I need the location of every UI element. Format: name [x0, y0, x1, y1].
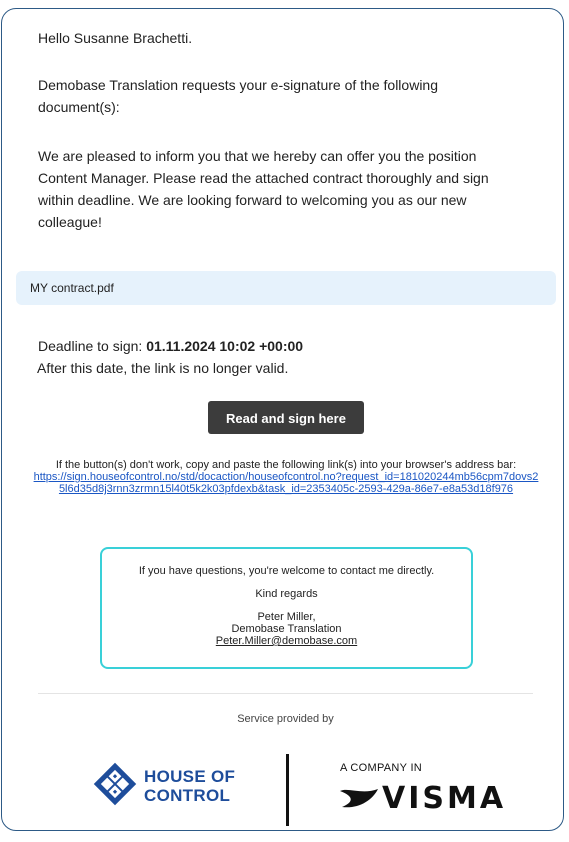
- house-of-control-logo-icon: [92, 761, 138, 807]
- hoc-line2: CONTROL: [144, 786, 231, 805]
- greeting: Hello Susanne Brachetti.: [38, 30, 193, 46]
- visma-logo-text: VISMA: [382, 781, 507, 816]
- company-in-label: A COMPANY IN: [340, 762, 423, 774]
- footer-divider: [38, 693, 533, 694]
- house-of-control-logo-text: [144, 767, 235, 805]
- read-and-sign-button[interactable]: Read and sign here: [208, 401, 364, 434]
- logo-separator: [286, 754, 289, 826]
- request-text: Demobase Translation requests your e-signature of the following document(s):: [38, 77, 438, 115]
- signing-link[interactable]: https://sign.houseofcontrol.no/std/docaction/houseofcontrol.no?request_id=181020244mb56cpm7dovs25l6d35d8j3rnn3zrmn15l40t5k2k03pfdexb&task_id=2353405c-2593-429a-86e7-e8a53d18f976: [33, 471, 539, 495]
- email-card: [1, 8, 564, 831]
- sender-email-link[interactable]: Peter.Miller@demobase.com: [215, 635, 358, 647]
- message-body: We are pleased to inform you that we hereby can offer you the position Content Manager. Please read the attached contract thoroughly and sign within deadline. We are looking forward to welcoming you as our new colleague!: [38, 148, 489, 230]
- visma-swoosh-icon: [338, 783, 380, 813]
- service-provided-by: Service provided by: [237, 713, 334, 725]
- contact-question: If you have questions, you're welcome to contact me directly.: [138, 565, 435, 577]
- deadline: [38, 335, 303, 357]
- deadline-label: Deadline to sign:: [38, 338, 147, 354]
- kind-regards: Kind regards: [255, 588, 318, 600]
- sender-company: Demobase Translation: [231, 623, 342, 635]
- fallback-links: [32, 459, 540, 495]
- contact-box: [100, 547, 473, 669]
- deadline-note: After this date, the link is no longer valid.: [37, 360, 289, 376]
- attachment-item[interactable]: [16, 271, 556, 305]
- sender-name: Peter Miller,: [257, 611, 316, 623]
- signature-block: [102, 611, 471, 647]
- hoc-line1: HOUSE OF: [144, 767, 236, 786]
- deadline-value: 01.11.2024 10:02 +00:00: [146, 338, 304, 354]
- attachment-filename: MY contract.pdf: [30, 281, 114, 295]
- fallback-instructions: If the button(s) don't work, copy and paste the following link(s) into your browser's address bar:: [55, 459, 517, 471]
